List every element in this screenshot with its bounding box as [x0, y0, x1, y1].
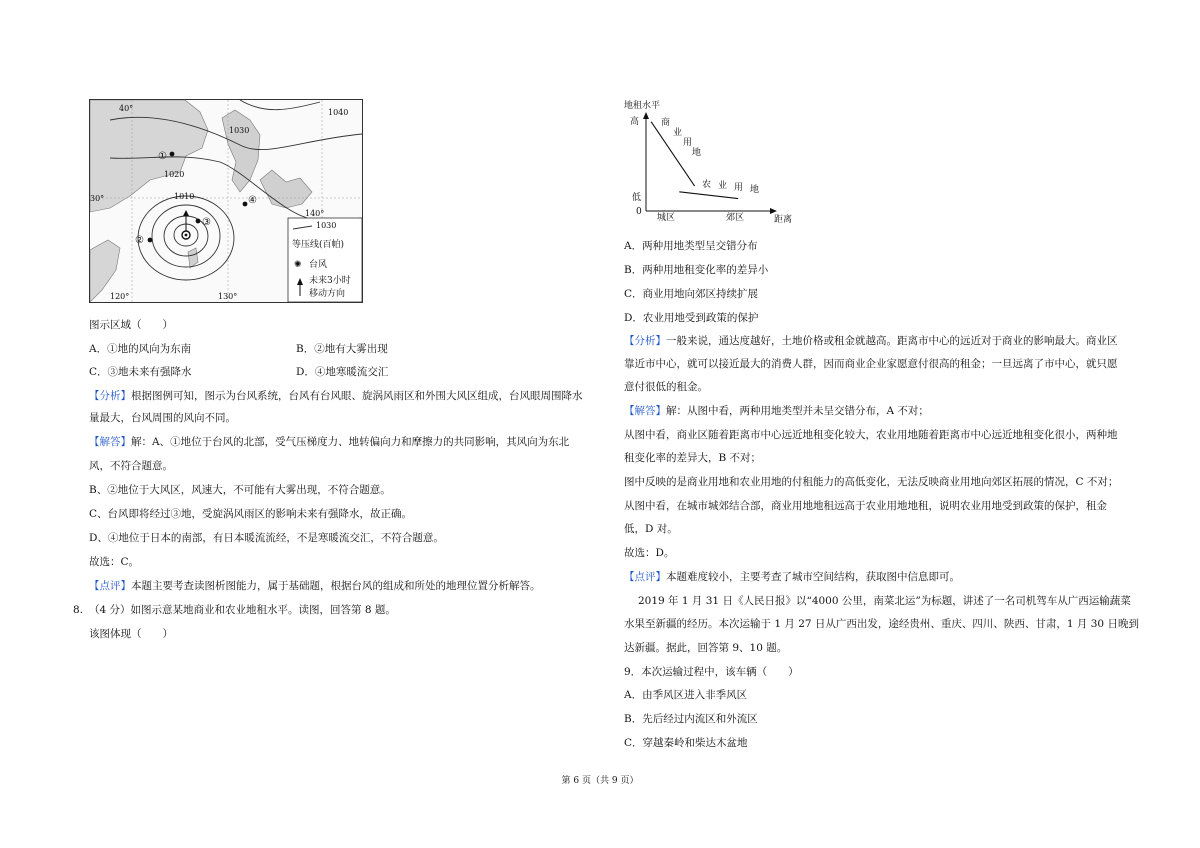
legend-move-line1: 未来3小时 — [309, 276, 351, 286]
typhoon-eye — [185, 234, 188, 237]
intro-line1: 2019 年 1 月 31 日《人民日报》以“4000 公里，南菜北运”为标题，讲述了一名司机驾车从广西运输蔬菜 — [638, 595, 1131, 607]
map-point-2: ② — [135, 235, 144, 246]
q7-option-a: A．①地的风向为东南 — [89, 343, 192, 355]
q8-answer-tag: 【解答】 — [624, 405, 666, 417]
typhoon-map — [89, 99, 363, 303]
q8-option-b: B．两种用地租变化率的差异小 — [624, 264, 769, 276]
q8-option-c: C．商业用地向郊区持续扩展 — [624, 288, 759, 300]
q7-stem: 图示区域（ ） — [89, 319, 173, 331]
map-isobar-1010: 1010 — [174, 192, 195, 201]
intro-line3: 达新疆。据此，回答第 9、10 题。 — [624, 642, 788, 654]
q7-analysis-line1: 【分析】根据图例可知，图示为台风系统，台风有台风眼、旋涡风雨区和外围大风区组成，台风眼周围降水 — [89, 390, 583, 402]
map-isobar-1030: 1030 — [229, 126, 250, 135]
q7-analysis-line2: 量最大，台风周围的风向不同。 — [89, 412, 236, 424]
agri-label-char-4: 地 — [750, 185, 760, 195]
q9-option-b: B．先后经过内流区和外流区 — [624, 713, 758, 725]
q8-answer-line6: 低，D 对。 — [624, 523, 678, 535]
agricultural-rent-line — [679, 192, 738, 199]
q7-comment-tag: 【点评】 — [89, 580, 131, 592]
q7-answer-d: D、④地位于日本的南部，有日本暖流流经，不是寒暖流交汇，不符合题意。 — [89, 532, 444, 544]
map-point-3: ③ — [202, 217, 211, 228]
legend-isobar-text: 等压线(百帕) — [292, 240, 345, 250]
legend-move-line2: 移动方向 — [309, 289, 346, 299]
map-point-1: ① — [158, 151, 167, 162]
q7-option-c: C．③地未来有强降水 — [89, 366, 192, 378]
map-lat-40: 40° — [119, 104, 134, 113]
agri-label-char-2: 业 — [718, 181, 728, 191]
intro-line2: 水果至新疆的经历。本次运输于 1 月 27 日从广西出发，途经贵州、重庆、四川、陕西、甘肃，1 月 30 日晚到 — [624, 618, 1139, 630]
q7-answer-c: C、台风即将经过③地，受旋涡风雨区的影响未来有强降水，故正确。 — [89, 508, 413, 520]
commercial-label-char-1: 商 — [661, 118, 671, 128]
chart-zone-suburb: 郊区 — [726, 213, 745, 223]
q8-answer-line4: 图中反映的是商业用地和农业用地的付租能力的高低变化，无法反映商业用地向郊区拓展的情况，C 不对； — [624, 476, 1119, 488]
q8-analysis-line1: 【分析】一般来说，通达度越好，土地价格或租金就越高。距离市中心的远近对于商业的影响最大。商业区 — [624, 335, 1118, 347]
q8-number: 8. — [73, 604, 84, 616]
land-rent-chart-graphic — [624, 99, 814, 227]
q8-comment: 【点评】本题难度较小，主要考查了城市空间结构，获取图中信息即可。 — [624, 571, 960, 583]
q9-option-a: A．由季风区进入非季风区 — [624, 689, 748, 701]
point-2-dot — [148, 238, 153, 243]
q7-answer-line1: 【解答】解：A、①地位于台风的北部，受气压梯度力、地转偏向力和摩擦力的共同影响，其风向为东北 — [89, 436, 570, 448]
map-lon-130: 130° — [218, 292, 238, 301]
typhoon-move-arrow-head — [183, 210, 189, 216]
q7-answer-b: B、②地位于大风区，风速大，不可能有大雾出现，不符合题意。 — [89, 484, 391, 496]
chart-zone-city: 城区 — [657, 213, 676, 223]
q8-sub: 该图体现（ ） — [89, 628, 173, 640]
taiwan-island — [188, 248, 198, 268]
map-point-4: ④ — [248, 195, 257, 206]
map-lat-30: 30° — [90, 194, 105, 203]
q8-analysis-tag: 【分析】 — [624, 335, 666, 347]
point-1-dot — [170, 152, 175, 157]
q8-analysis-line3: 意付很低的租金。 — [624, 381, 708, 393]
agri-label-char-3: 用 — [734, 183, 744, 193]
chart-xlabel: 距离 — [774, 215, 793, 225]
q7-analysis-tag: 【分析】 — [89, 390, 131, 402]
q8-answer-line5: 从图中看，在城市城郊结合部，商业用地地租远高于农业用地地租，说明农业用地受到政策的保护，租金 — [624, 500, 1107, 512]
chart-origin: 0 — [636, 207, 642, 217]
point-4-dot — [243, 202, 248, 207]
q9-stem: 9．本次运输过程中，该车辆（ ） — [624, 666, 799, 678]
map-isobar-1040: 1040 — [328, 108, 349, 117]
chart-y-low: 低 — [632, 193, 642, 203]
q7-answer-tag: 【解答】 — [89, 436, 131, 448]
q7-option-d: D．④地寒暖流交汇 — [296, 366, 389, 378]
q8-choice: 故选：D。 — [624, 547, 675, 559]
korea-japan-landmass — [222, 110, 260, 192]
legend-typhoon-text: 台风 — [309, 260, 328, 270]
japan-island — [260, 170, 312, 208]
commercial-label-char-3: 用 — [683, 138, 693, 148]
chart-y-arrow — [643, 112, 649, 119]
q7-comment: 【点评】本题主要考查读图析图能力，属于基础题，根据台风的组成和所处的地理位置分析解答。 — [89, 580, 541, 592]
isobar-1040 — [240, 100, 320, 110]
page-footer: 第 6 页（共 9 页） — [561, 776, 639, 786]
q8-analysis-line2: 靠近市中心，就可以接近最大的消费人群，因而商业企业家愿意付很高的租金；一旦远离了市中心，就只愿 — [624, 358, 1118, 370]
q8-option-d: D．农业用地受到政策的保护 — [624, 312, 759, 324]
map-isobar-1020: 1020 — [164, 170, 185, 179]
q8-answer-line1: 【解答】解：从图中看，两种用地类型并未呈交错分布，A 不对； — [624, 405, 929, 417]
commercial-label-char-2: 业 — [673, 128, 683, 138]
land-rent-chart — [624, 99, 814, 227]
chart-ylabel: 地租水平 — [624, 101, 661, 111]
q8-answer-line2: 从图中看，商业区随着距离市中心远近地租变化较大，农业用地随着距离市中心远近地租变化很小，两种地 — [624, 429, 1118, 441]
q8-comment-tag: 【点评】 — [624, 571, 666, 583]
q8-answer-line3: 租变化率的差异大，B 不对； — [624, 452, 762, 464]
chart-y-high: 高 — [630, 117, 640, 127]
q9-option-c: C．穿越秦岭和柴达木盆地 — [624, 737, 748, 749]
q8-option-a: A．两种用地类型呈交错分布 — [624, 240, 758, 252]
q7-answer-line2: 风，不符合题意。 — [89, 460, 173, 472]
legend-isobar-value: 1030 — [316, 221, 337, 230]
legend-typhoon-icon: ✺ — [294, 260, 302, 270]
map-lon-140: 140° — [305, 209, 325, 218]
agri-label-char-1: 农 — [702, 180, 712, 190]
q8-stem: （4 分）如图示意某地商业和农业地租水平。读图，回答第 8 题。 — [89, 604, 396, 616]
commercial-label-char-4: 地 — [692, 148, 702, 158]
map-lon-120: 120° — [110, 292, 130, 301]
point-3-dot — [196, 219, 201, 224]
q7-choice: 故选：C。 — [89, 556, 140, 568]
q7-option-b: B．②地有大雾出现 — [296, 343, 388, 355]
